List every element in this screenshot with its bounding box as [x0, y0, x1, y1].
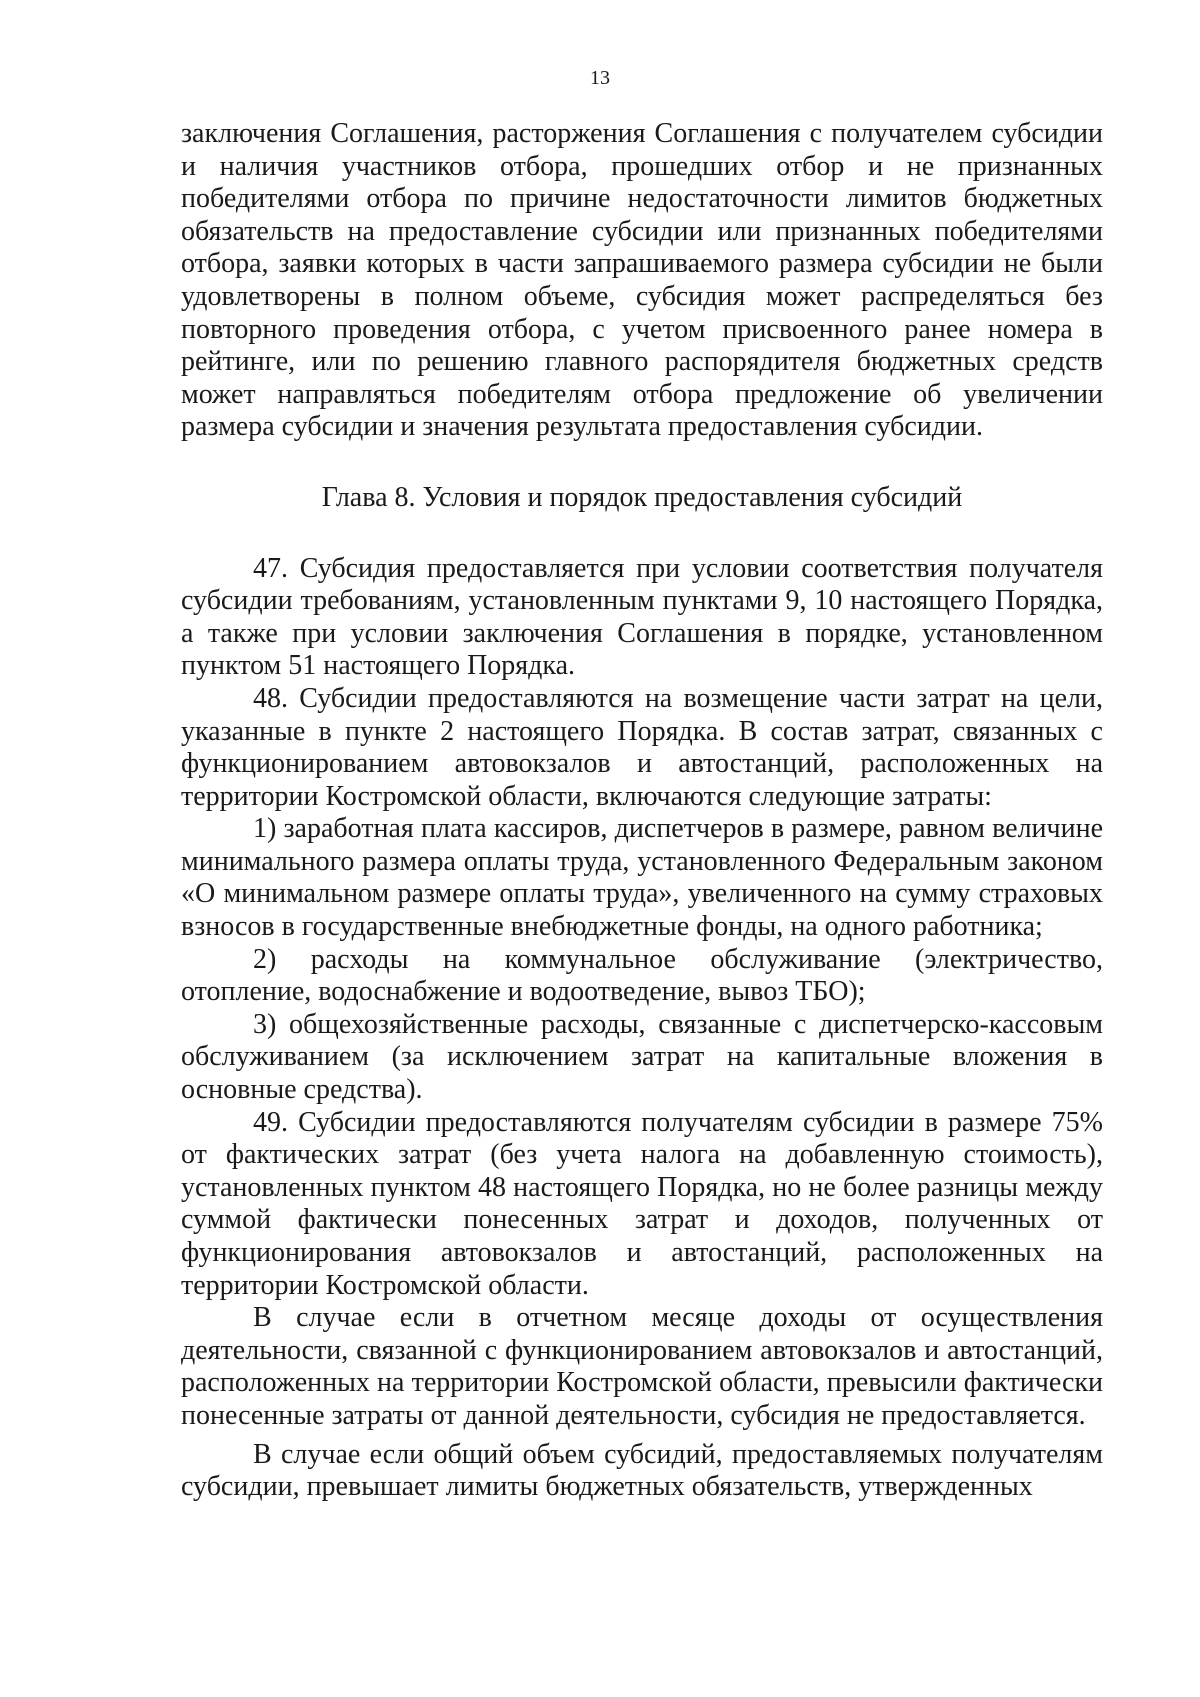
paragraph-47: 47. Субсидия предоставляется при условии соответствия получателя субсидии требованиям, установленным пунктами 9, 10 настоящего Порядка, а также при условии заключения Соглашения в порядке, установленном пунктом 51 настоящего Порядка. — [181, 552, 1103, 682]
paragraph-48: 48. Субсидии предоставляются на возмещение части затрат на цели, указанные в пункте 2 настоящего Порядка. В состав затрат, связанных с функционированием автовокзалов и автостанций, расположенных на территории Костромской области, включаются следующие затраты: — [181, 682, 1103, 812]
list-item-1: 1) заработная плата кассиров, диспетчеров в размере, равном величине минимального размера оплаты труда, установленного Федеральным законом «О минимальном размере оплаты труда», увеличенного на сумму страховых взносов в государственные внебюджетные фонды, на одного работника; — [181, 813, 1103, 943]
paragraph-income-exceeds: В случае если в отчетном месяце доходы от осуществления деятельности, связанной с функционированием автовокзалов и автостанций, расположенных на территории Костромской области, превысили фактически понесенные затраты от данной деятельности, субсидия не предоставляется. — [181, 1302, 1103, 1431]
opening-paragraph: заключения Соглашения, расторжения Соглашения с получателем субсидии и наличия участников отбора, прошедших отбор и не признанных победителями отбора по причине недостаточности лимитов бюджетных обязательств на предоставление субсидии или признанных победителями отбора, заявки которых в части запрашиваемого размера субсидии не были удовлетворены в полном объеме, субсидия может распределяться без повторного проведения отбора, с учетом присвоенного ранее номера в рейтинге, или по решению главного распорядителя бюджетных средств может направляться победителям отбора предложение об увеличении размера субсидии и значения результата предоставления субсидии. — [181, 118, 1103, 443]
paragraph-limits-exceeded: В случае если общий объем субсидий, предоставляемых получателям субсидии, превышает лимиты бюджетных обязательств, утвержденных — [181, 1438, 1103, 1503]
list-item-3: 3) общехозяйственные расходы, связанные с диспетчерско-кассовым обслуживанием (за исключением затрат на капитальные вложения в основные средства). — [181, 1008, 1103, 1106]
paragraph-49: 49. Субсидии предоставляются получателям субсидии в размере 75% от фактических затрат (без учета налога на добавленную стоимость), установленных пунктом 48 настоящего Порядка, но не более разницы между суммой фактически понесенных затрат и доходов, полученных от функционирования автовокзалов и автостанций, расположенных на территории Костромской области. — [181, 1106, 1103, 1301]
document-body — [181, 118, 1103, 1504]
page-number: 13 — [590, 67, 610, 89]
list-item-2: 2) расходы на коммунальное обслуживание (электричество, отопление, водоснабжение и водоотведение, вывоз ТБО); — [181, 943, 1103, 1008]
chapter-title: Глава 8. Условия и порядок предоставления субсидий — [321, 481, 963, 513]
